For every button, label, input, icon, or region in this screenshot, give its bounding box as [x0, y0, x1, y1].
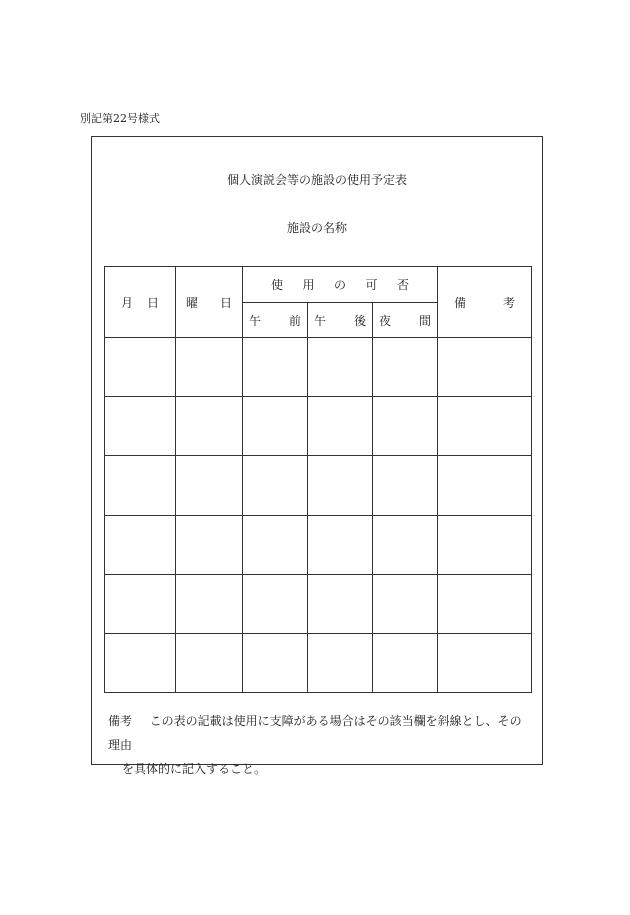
header-night [373, 303, 438, 338]
note-label: 備考 [108, 714, 133, 728]
note-line-1: この表の記載は使用に支障がある場合はその該当欄を斜線とし、その理由 [108, 714, 522, 752]
header-weekday [176, 267, 243, 338]
cell-weekday[interactable] [176, 456, 243, 515]
cell-weekday[interactable] [176, 574, 243, 633]
document-title: 個人演説会等の施設の使用予定表 [226, 173, 407, 187]
header-day-char: 日 [147, 295, 160, 310]
cell-remarks[interactable] [438, 456, 532, 515]
cell-remarks[interactable] [438, 338, 532, 397]
facility-name-label: 施設の名称 [286, 221, 347, 235]
cell-date[interactable] [105, 397, 176, 456]
cell-night[interactable] [373, 456, 438, 515]
usage-char: 可 [365, 278, 378, 293]
cell-date[interactable] [105, 456, 176, 515]
morning-char1: 午 [249, 313, 262, 328]
table-row [105, 515, 532, 574]
cell-morning[interactable] [243, 338, 308, 397]
cell-weekday[interactable] [176, 515, 243, 574]
cell-afternoon[interactable] [308, 574, 373, 633]
afternoon-char1: 午 [314, 313, 327, 328]
night-char2: 間 [419, 313, 432, 328]
cell-afternoon[interactable] [308, 456, 373, 515]
header-morning [243, 303, 308, 338]
header-weekday-char2: 日 [219, 295, 232, 310]
header-weekday-char1: 曜 [186, 295, 199, 310]
cell-night[interactable] [373, 515, 438, 574]
cell-afternoon[interactable] [308, 397, 373, 456]
table-row [105, 456, 532, 515]
cell-remarks[interactable] [438, 574, 532, 633]
cell-night[interactable] [373, 574, 438, 633]
cell-morning[interactable] [243, 574, 308, 633]
remarks-note [108, 709, 532, 781]
table-row [105, 633, 532, 692]
cell-morning[interactable] [243, 633, 308, 692]
cell-morning[interactable] [243, 456, 308, 515]
usage-char: 用 [302, 278, 315, 293]
cell-morning[interactable] [243, 397, 308, 456]
cell-date[interactable] [105, 515, 176, 574]
header-afternoon [308, 303, 373, 338]
cell-night[interactable] [373, 633, 438, 692]
morning-char2: 前 [288, 313, 301, 328]
cell-remarks[interactable] [438, 515, 532, 574]
cell-morning[interactable] [243, 515, 308, 574]
cell-weekday[interactable] [176, 633, 243, 692]
header-remarks [438, 267, 532, 338]
note-line-2: を具体的に記入すること。 [122, 762, 267, 776]
cell-date[interactable] [105, 633, 176, 692]
cell-remarks[interactable] [438, 397, 532, 456]
cell-afternoon[interactable] [308, 338, 373, 397]
night-char1: 夜 [379, 313, 392, 328]
table-row [105, 397, 532, 456]
header-month-char: 月 [120, 295, 133, 310]
cell-remarks[interactable] [438, 633, 532, 692]
cell-weekday[interactable] [176, 338, 243, 397]
cell-date[interactable] [105, 338, 176, 397]
afternoon-char2: 後 [353, 313, 366, 328]
usage-char: 使 [271, 278, 284, 293]
header-usage [243, 267, 438, 303]
form-frame [91, 136, 543, 776]
cell-date[interactable] [105, 574, 176, 633]
cell-weekday[interactable] [176, 397, 243, 456]
remarks-char1: 備 [454, 295, 467, 310]
table-row [105, 338, 532, 397]
usage-char: 否 [397, 278, 410, 293]
cell-afternoon[interactable] [308, 515, 373, 574]
header-month-day [105, 267, 176, 338]
form-number-label: 別記第22号様式 [80, 112, 160, 125]
cell-night[interactable] [373, 338, 438, 397]
table-row [105, 574, 532, 633]
schedule-table [104, 266, 532, 693]
cell-afternoon[interactable] [308, 633, 373, 692]
cell-night[interactable] [373, 397, 438, 456]
remarks-char2: 考 [503, 295, 516, 310]
usage-char: の [334, 278, 347, 293]
